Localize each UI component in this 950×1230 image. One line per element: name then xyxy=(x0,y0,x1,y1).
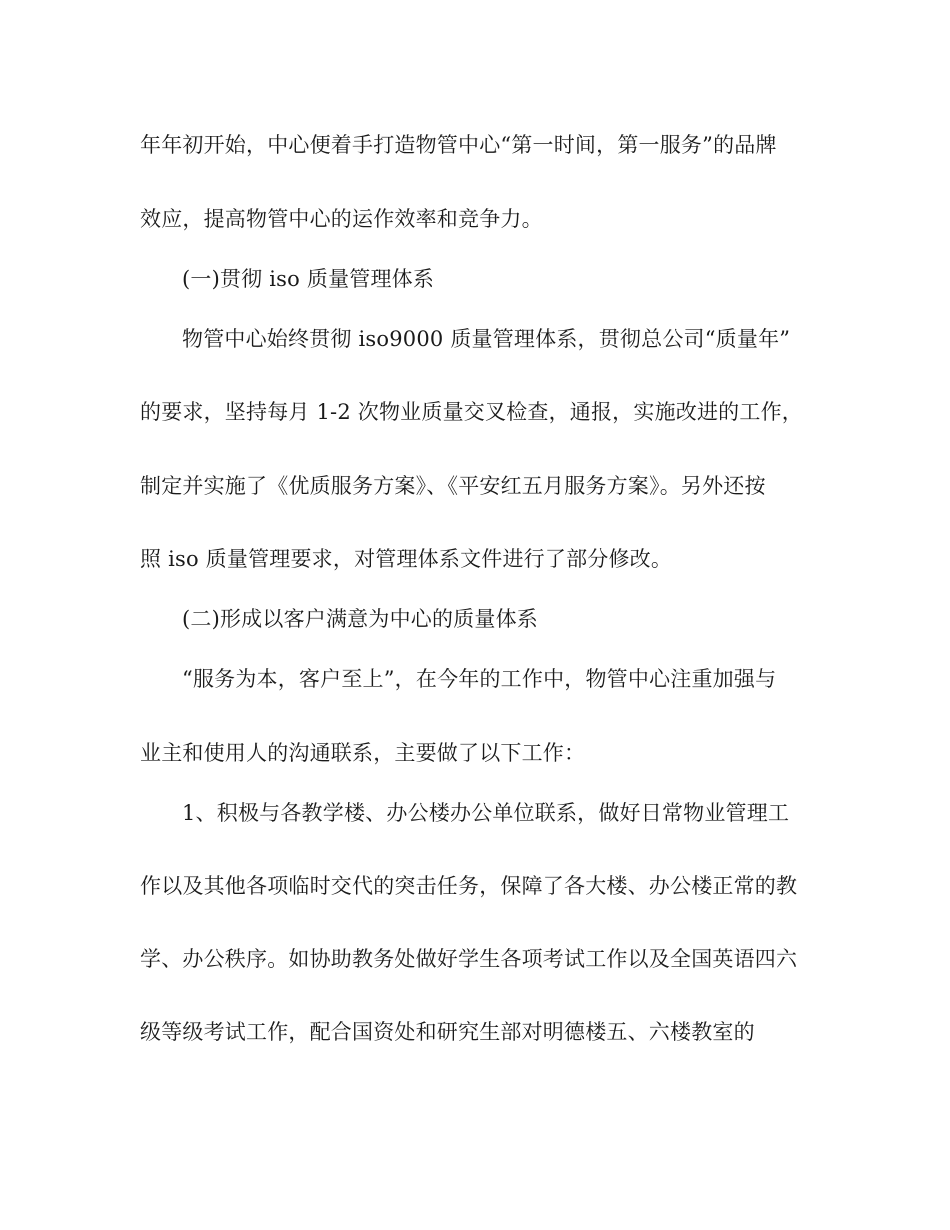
paragraph-line: 级等级考试工作，配合国资处和研究生部对明德楼五、六楼教室的 xyxy=(140,1020,755,1044)
paragraph-line: 效应，提高物管中心的运作效率和竞争力。 xyxy=(140,207,543,231)
paragraph-line: 1、积极与各教学楼、办公楼办公单位联系，做好日常物业管理工 xyxy=(182,801,790,825)
paragraph-line: 制定并实施了《优质服务方案》、《平安红五月服务方案》。另外还按 xyxy=(140,474,766,498)
section-heading: (一)贯彻 iso 质量管理体系 xyxy=(182,267,435,291)
paragraph-line: 业主和使用人的沟通联系，主要做了以下工作： xyxy=(140,741,586,765)
paragraph-line: 学、办公秩序。如协助教务处做好学生各项考试工作以及全国英语四六 xyxy=(140,947,798,971)
paragraph-line: 的要求，坚持每月 1-2 次物业质量交叉检查，通报，实施改进的工作， xyxy=(140,400,803,424)
paragraph-line: 年年初开始，中心便着手打造物管中心“第一时间，第一服务”的品牌 xyxy=(140,133,777,157)
section-heading: (二)形成以客户满意为中心的质量体系 xyxy=(182,607,538,631)
paragraph-line: 作以及其他各项临时交代的突击任务，保障了各大楼、办公楼正常的教 xyxy=(140,874,798,898)
paragraph-line: “服务为本，客户至上”，在今年的工作中，物管中心注重加强与 xyxy=(182,667,777,691)
paragraph-line: 物管中心始终贯彻 iso9000 质量管理体系，贯彻总公司“质量年” xyxy=(182,327,791,351)
paragraph-line: 照 iso 质量管理要求，对管理体系文件进行了部分修改。 xyxy=(140,547,673,571)
